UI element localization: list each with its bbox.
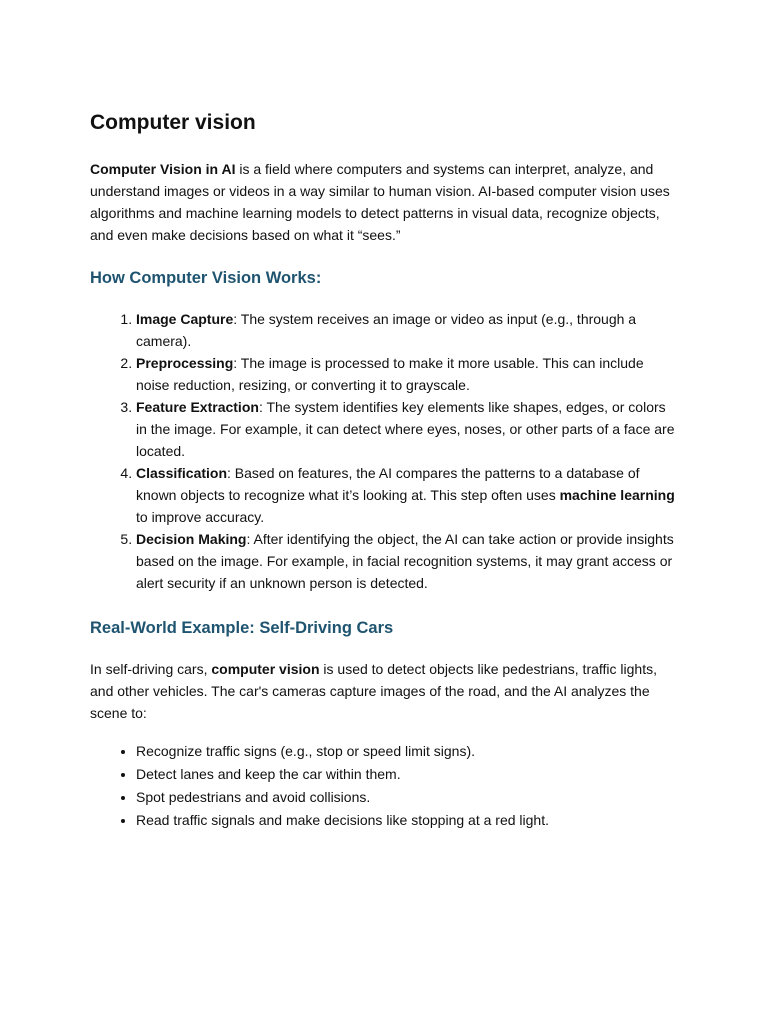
- example-heading: Real-World Example: Self-Driving Cars: [90, 619, 394, 637]
- bullet-item: • Read traffic signals and make decisions like stopping at a red light.: [136, 809, 680, 832]
- step-term: Feature Extraction: [136, 399, 259, 415]
- step-text: to improve accuracy.: [136, 509, 265, 525]
- intro-text: is a field where computers and systems can interpret, analyze, and understand images or videos in a way similar to human vision. AI-based computer vision uses algorithms and machine learning models to detect patterns in visual data, recognize objects, and even make decisions based on what it “sees.”: [90, 161, 670, 243]
- step-item: [136, 528, 680, 594]
- step-item: [136, 308, 680, 352]
- step-term: Image Capture: [136, 311, 234, 327]
- step-text: : The system identifies key elements like shapes, edges, or colors in the image. For example, it can detect where eyes, noses, or other parts of a face are located.: [136, 399, 675, 459]
- step-text: : After identifying the object, the AI can take action or provide insights based on the image. For example, in facial recognition systems, it may grant access or alert security if an unknown person is detected.: [136, 531, 674, 591]
- intro-paragraph: [90, 158, 680, 246]
- step-inline-bold: machine learning: [559, 487, 675, 503]
- bullet-list: [90, 740, 680, 832]
- document-content: [90, 108, 680, 832]
- steps-list: [90, 308, 680, 594]
- step-term: Decision Making: [136, 531, 247, 547]
- how-it-works-heading: How Computer Vision Works:: [90, 269, 322, 287]
- bullet-item: • Detect lanes and keep the car within them.: [136, 763, 680, 786]
- example-bold: computer vision: [211, 661, 320, 677]
- step-item: [136, 462, 680, 528]
- step-term: Classification: [136, 465, 228, 481]
- bullet-item: • Recognize traffic signs (e.g., stop or speed limit signs).: [136, 740, 680, 763]
- step-text: : The system receives an image or video as input (e.g., through a camera).: [136, 311, 637, 349]
- bullet-item: • Spot pedestrians and avoid collisions.: [136, 786, 680, 809]
- step-item: [136, 396, 680, 462]
- step-item: [136, 352, 680, 396]
- example-paragraph: [90, 658, 680, 724]
- example-text-after: is used to detect objects like pedestrians, traffic lights, and other vehicles. The car's cameras capture images of the road, and the AI analyzes the scene to:: [90, 661, 657, 721]
- document-title: Computer vision: [90, 111, 256, 134]
- step-term: Preprocessing: [136, 355, 234, 371]
- step-text: : Based on features, the AI compares the patterns to a database of known objects to recognize what it’s looking at. This step often uses: [136, 465, 640, 503]
- step-text: : The image is processed to make it more usable. This can include noise reduction, resizing, or converting it to grayscale.: [136, 355, 644, 393]
- example-text-before: In self-driving cars,: [90, 661, 212, 677]
- intro-lead-bold: Computer Vision in AI: [90, 161, 236, 177]
